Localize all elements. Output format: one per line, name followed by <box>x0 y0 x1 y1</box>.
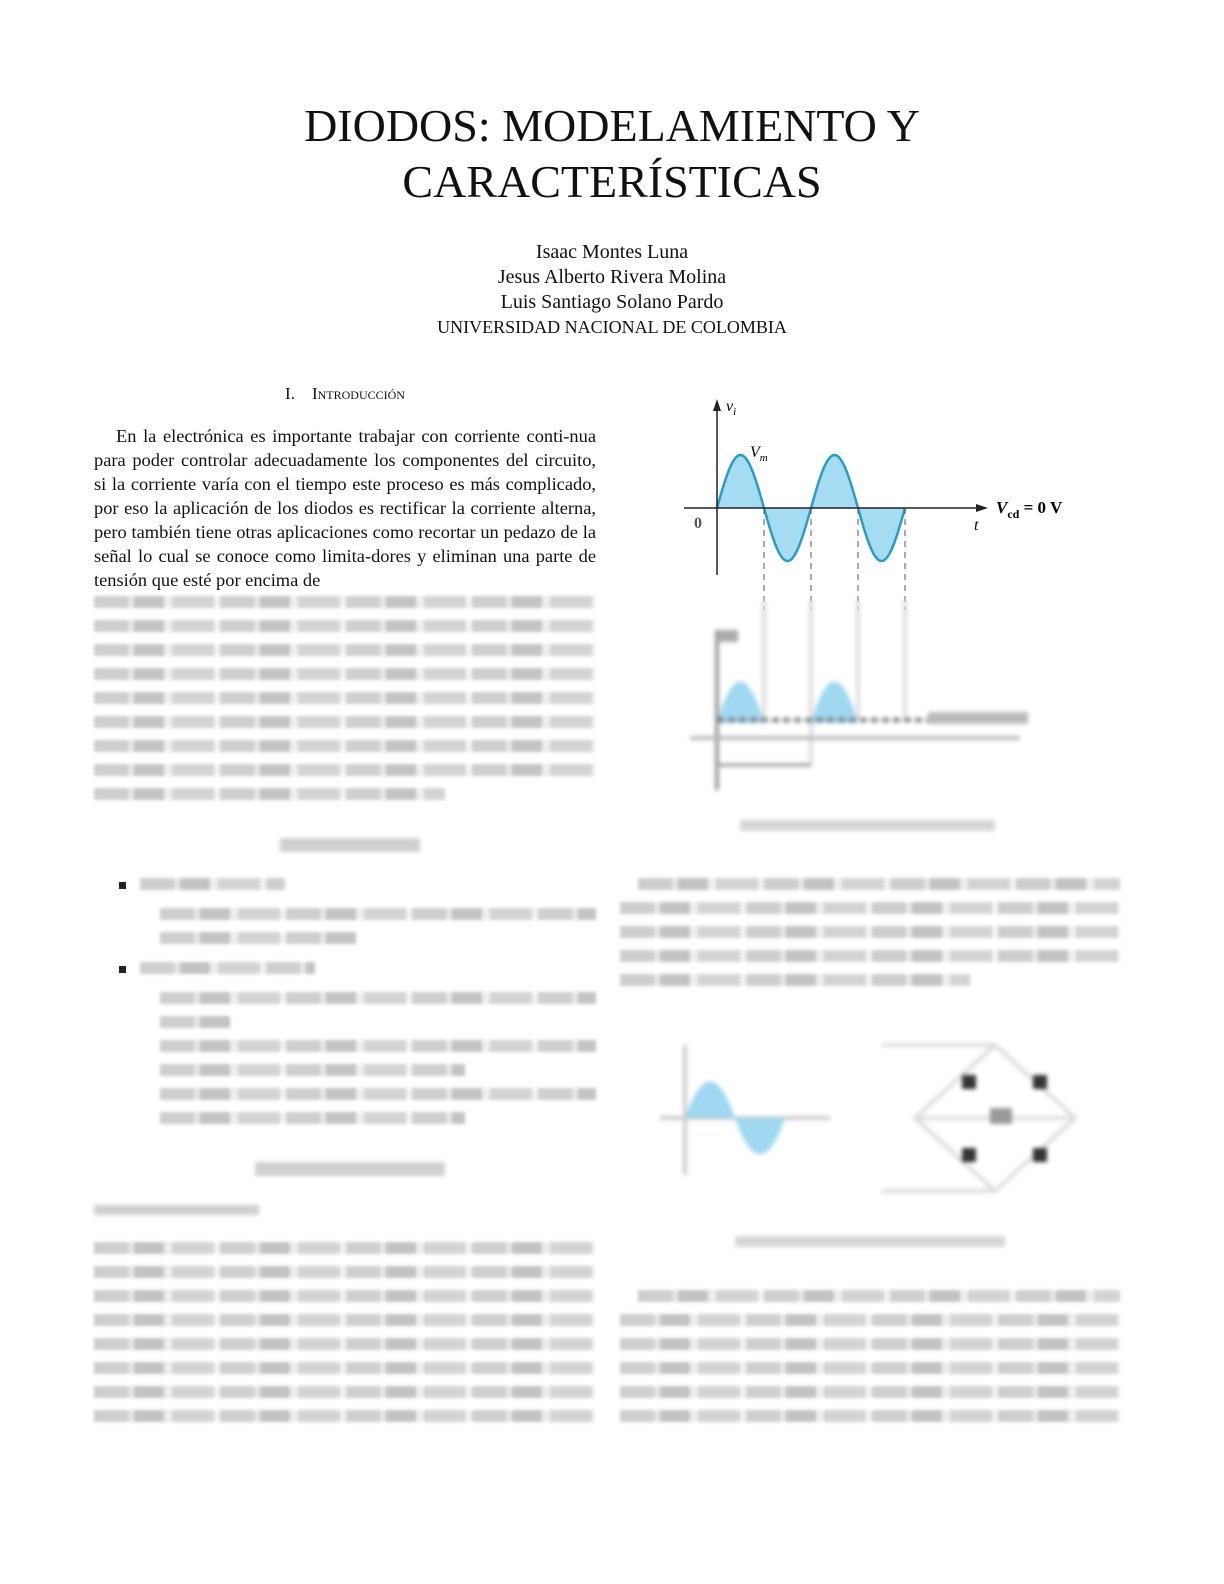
blurred-figure-caption <box>735 1236 1005 1247</box>
blurred-list-item <box>140 878 285 902</box>
blurred-list-item <box>160 908 596 956</box>
y-axis-label: $v_i$ <box>726 398 737 418</box>
section-title: Introducción <box>311 384 405 403</box>
origin-label: 0 <box>694 515 702 532</box>
section-heading-intro <box>90 384 600 404</box>
title-line-1: DIODOS: MODELAMIENTO Y <box>304 100 920 151</box>
blurred-list-item <box>140 962 315 986</box>
peak-label: $V_m$ <box>750 444 768 464</box>
blurred-text-block <box>620 1290 1120 1434</box>
intro-text: En la electrónica es importante trabajar con corriente conti-nua para poder controlar adecuadamente los componentes del circuito, si la corriente varía con el tiempo este proceso es más complicado, por eso la aplicación de los diodos es rectificar la corriente alterna, pero también tiene otras aplicaciones como recortar un pedazo de la señal lo cual se conoce como limita-dores y eliminan una parte de tensión que esté por encima de <box>94 426 596 590</box>
intro-paragraph <box>94 424 596 592</box>
x-axis-arrow-icon <box>976 504 988 512</box>
section-number: I. <box>285 384 295 403</box>
paper-title <box>0 98 1224 210</box>
title-line-2: CARACTERÍSTICAS <box>402 156 822 207</box>
list-bullet <box>119 882 126 889</box>
x-axis-label: t <box>974 517 979 534</box>
y-axis-arrow-icon <box>713 399 721 411</box>
blurred-list-item <box>160 992 596 1136</box>
blurred-figure-caption <box>740 820 995 831</box>
blurred-text-block <box>94 596 596 812</box>
blurred-section-heading <box>255 1162 445 1176</box>
blurred-subsection-heading <box>94 1205 259 1215</box>
affiliation: UNIVERSIDAD NACIONAL DE COLOMBIA <box>437 317 787 337</box>
author-name: Isaac Montes Luna <box>535 241 689 263</box>
author-name: Jesus Alberto Rivera Molina <box>497 266 727 288</box>
blurred-section-heading <box>280 838 420 852</box>
figure-2-bridge-rectifier <box>650 1035 1090 1205</box>
figure-1-output-waveform <box>680 600 1060 800</box>
figure-1-input-waveform <box>670 395 1090 605</box>
author-block <box>0 240 1224 340</box>
dc-value-label: $V_{cd} = 0$ V <box>996 498 1063 521</box>
blurred-text-block <box>620 878 1120 998</box>
list-bullet <box>119 966 126 973</box>
author-name: Luis Santiago Solano Pardo <box>500 291 724 313</box>
blurred-text-block <box>94 1242 596 1434</box>
